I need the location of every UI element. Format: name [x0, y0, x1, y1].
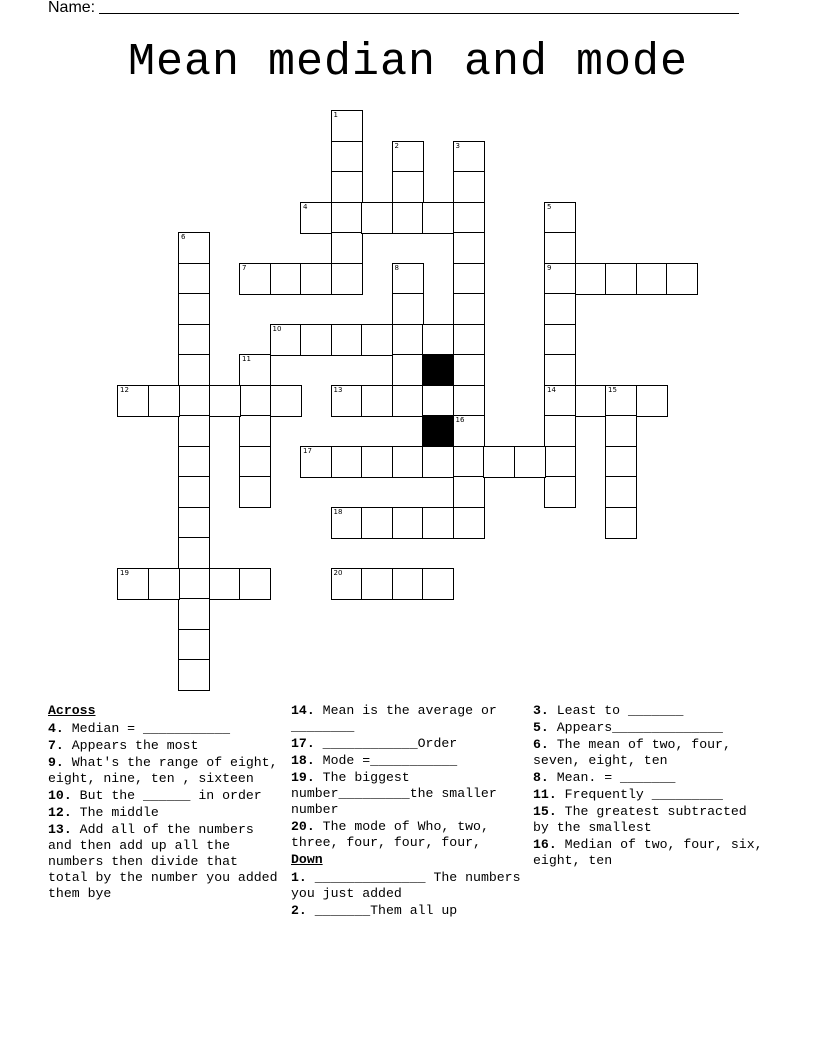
- grid-cell[interactable]: [300, 263, 332, 295]
- grid-cell[interactable]: [453, 507, 485, 539]
- grid-cell[interactable]: [178, 354, 210, 386]
- grid-cell[interactable]: [148, 385, 180, 417]
- grid-cell[interactable]: [575, 263, 607, 295]
- clue-down-11: 11. Frequently _________: [533, 787, 723, 802]
- grid-cell[interactable]: [422, 507, 454, 539]
- clue-number: 7: [242, 263, 247, 272]
- clues-column-2: [291, 703, 527, 920]
- grid-cell[interactable]: [392, 202, 424, 234]
- clue-across-7: 7. Appears the most: [48, 738, 199, 753]
- grid-cell[interactable]: [544, 476, 576, 508]
- clue-number: 10: [272, 324, 282, 333]
- clue-down-16: 16. Median of two, four, six, eight, ten: [533, 837, 771, 868]
- grid-cell[interactable]: [117, 385, 149, 417]
- grid-cell[interactable]: [239, 385, 271, 417]
- grid-cell[interactable]: [453, 141, 485, 173]
- grid-cell[interactable]: [392, 324, 424, 356]
- clues-column-3: [533, 703, 769, 870]
- grid-cell[interactable]: [270, 324, 302, 356]
- grid-cell[interactable]: [422, 324, 454, 356]
- page-title: Mean median and mode: [127, 37, 689, 88]
- grid-cell[interactable]: [422, 202, 454, 234]
- grid-cell[interactable]: [605, 476, 637, 508]
- clue-number: 2: [394, 141, 399, 150]
- grid-cell[interactable]: [239, 568, 271, 600]
- clue-number: 11: [242, 355, 251, 363]
- grid-cell[interactable]: [361, 202, 393, 234]
- grid-cell[interactable]: [331, 232, 363, 264]
- name-label: Name:: [48, 0, 96, 16]
- grid-cell[interactable]: [605, 263, 637, 295]
- down-heading: Down: [291, 852, 323, 867]
- grid-cell[interactable]: [331, 507, 363, 539]
- grid-cell[interactable]: [239, 354, 271, 386]
- grid-cell[interactable]: [209, 568, 241, 600]
- clue-number: 17: [303, 446, 312, 455]
- clue-down-5: 5. Appears______________: [533, 720, 723, 735]
- grid-cell[interactable]: [331, 141, 363, 173]
- across-heading: Across: [48, 703, 96, 718]
- clue-across-14: 14. Mean is the average or ________: [291, 703, 505, 734]
- grid-cell[interactable]: [331, 446, 363, 478]
- grid-cell[interactable]: [666, 263, 698, 295]
- grid-cell[interactable]: [392, 141, 424, 173]
- clue-across-10: 10. But the ______ in order: [48, 788, 262, 803]
- grid-cell[interactable]: [178, 659, 210, 691]
- clue-number: 18: [333, 507, 343, 516]
- grid-cell[interactable]: [605, 446, 637, 478]
- clue-across-12: 12. The middle: [48, 805, 159, 820]
- clue-number: 9: [547, 263, 552, 272]
- grid-cell[interactable]: [178, 263, 210, 295]
- grid-cell[interactable]: [392, 293, 424, 325]
- clue-across-13: 13. Add all of the numbers and then add up all the numbers then divide that total by the number you added them bye: [48, 822, 286, 901]
- clue-number: 15: [608, 385, 617, 394]
- grid-cell[interactable]: [483, 446, 515, 478]
- grid-cell[interactable]: [300, 446, 332, 478]
- grid-cell[interactable]: [117, 568, 149, 600]
- grid-cell[interactable]: [148, 568, 180, 600]
- grid-cell[interactable]: [361, 324, 393, 356]
- clues-column-1: [48, 703, 284, 903]
- clue-down-1: 1. ______________ The numbers you just added: [291, 870, 529, 901]
- grid-cell[interactable]: [209, 385, 241, 417]
- grid-cell[interactable]: [392, 568, 424, 600]
- black-cell: [422, 354, 454, 386]
- grid-cell[interactable]: [300, 202, 332, 234]
- grid-cell[interactable]: [178, 537, 210, 569]
- grid-cell[interactable]: [178, 446, 210, 478]
- clue-across-17: 17. ____________Order: [291, 736, 458, 751]
- grid-cell[interactable]: [331, 385, 363, 417]
- grid-cell[interactable]: [453, 415, 485, 447]
- grid-cell[interactable]: [605, 415, 637, 447]
- grid-cell[interactable]: [178, 629, 210, 661]
- grid-cell[interactable]: [453, 202, 485, 234]
- grid-cell[interactable]: [422, 568, 454, 600]
- grid-cell[interactable]: [392, 507, 424, 539]
- grid-cell[interactable]: [453, 324, 485, 356]
- grid-cell[interactable]: [270, 385, 302, 417]
- clue-number: 3: [455, 141, 460, 150]
- grid-cell[interactable]: [178, 232, 210, 264]
- clue-number: 16: [455, 416, 465, 424]
- grid-cell[interactable]: [422, 385, 454, 417]
- grid-cell[interactable]: [544, 293, 576, 325]
- clue-across-18: 18. Mode =___________: [291, 753, 458, 768]
- grid-cell[interactable]: [331, 263, 363, 295]
- grid-cell[interactable]: [239, 263, 271, 295]
- clue-down-3: 3. Least to _______: [533, 703, 684, 718]
- grid-cell[interactable]: [392, 385, 424, 417]
- grid-cell[interactable]: [544, 446, 576, 478]
- black-cell: [422, 415, 454, 447]
- clue-number: 12: [120, 385, 129, 394]
- grid-cell[interactable]: [544, 415, 576, 447]
- grid-cell[interactable]: [575, 385, 607, 417]
- grid-cell[interactable]: [453, 385, 485, 417]
- grid-cell[interactable]: [361, 385, 393, 417]
- grid-cell[interactable]: [392, 446, 424, 478]
- grid-cell[interactable]: [331, 171, 363, 203]
- grid-cell[interactable]: [605, 385, 637, 417]
- grid-cell[interactable]: [422, 446, 454, 478]
- grid-cell[interactable]: [178, 415, 210, 447]
- grid-cell[interactable]: [392, 171, 424, 203]
- grid-cell[interactable]: [636, 263, 668, 295]
- clue-across-19: 19. The biggest number_________the smaller number: [291, 770, 505, 817]
- grid-cell[interactable]: [514, 446, 546, 478]
- grid-cell[interactable]: [544, 385, 576, 417]
- grid-cell[interactable]: [178, 568, 210, 600]
- grid-cell[interactable]: [392, 263, 424, 295]
- grid-cell[interactable]: [239, 476, 271, 508]
- grid-cell[interactable]: [178, 385, 210, 417]
- clue-down-2: 2. _______Them all up: [291, 903, 458, 918]
- grid-cell[interactable]: [178, 324, 210, 356]
- grid-cell[interactable]: [178, 598, 210, 630]
- grid-cell[interactable]: [300, 324, 332, 356]
- clue-down-15: 15. The greatest subtracted by the smallest: [533, 804, 755, 835]
- clue-number: 1: [333, 111, 338, 119]
- grid-cell[interactable]: [453, 263, 485, 295]
- grid-cell[interactable]: [453, 354, 485, 386]
- grid-cell[interactable]: [453, 446, 485, 478]
- grid-cell[interactable]: [331, 568, 363, 600]
- clue-number: 8: [394, 263, 399, 272]
- grid-cell[interactable]: [544, 354, 576, 386]
- grid-cell[interactable]: [544, 202, 576, 234]
- grid-cell[interactable]: [453, 232, 485, 264]
- clue-number: 13: [333, 385, 343, 394]
- grid-cell[interactable]: [453, 293, 485, 325]
- grid-cell[interactable]: [392, 354, 424, 386]
- clue-down-6: 6. The mean of two, four, seven, eight, ten: [533, 737, 739, 768]
- grid-cell[interactable]: [453, 476, 485, 508]
- clue-number: 4: [303, 202, 308, 211]
- grid-cell[interactable]: [331, 110, 363, 142]
- grid-cell[interactable]: [605, 507, 637, 539]
- clue-across-9: 9. What's the range of eight, eight, nine, ten , sixteen: [48, 755, 286, 786]
- grid-cell[interactable]: [239, 415, 271, 447]
- grid-cell[interactable]: [361, 446, 393, 478]
- clue-across-20: 20. The mode of Who, two, three, four, four, four,: [291, 819, 497, 850]
- clue-number: 6: [181, 233, 186, 241]
- grid-cell[interactable]: [178, 476, 210, 508]
- grid-cell[interactable]: [331, 202, 363, 234]
- clue-number: 20: [333, 568, 343, 577]
- grid-cell[interactable]: [239, 446, 271, 478]
- clue-down-8: 8. Mean. = _______: [533, 770, 676, 785]
- grid-cell[interactable]: [636, 385, 668, 417]
- grid-cell[interactable]: [361, 507, 393, 539]
- grid-cell[interactable]: [544, 324, 576, 356]
- grid-cell[interactable]: [361, 568, 393, 600]
- grid-cell[interactable]: [331, 324, 363, 356]
- grid-cell[interactable]: [178, 507, 210, 539]
- clue-number: 19: [120, 568, 129, 577]
- grid-cell[interactable]: [544, 263, 576, 295]
- clue-number: 5: [547, 202, 552, 211]
- grid-cell[interactable]: [178, 293, 210, 325]
- grid-cell[interactable]: [544, 232, 576, 264]
- clue-across-4: 4. Median = ___________: [48, 721, 231, 736]
- grid-cell[interactable]: [453, 171, 485, 203]
- clue-number: 14: [547, 385, 556, 394]
- grid-cell[interactable]: [270, 263, 302, 295]
